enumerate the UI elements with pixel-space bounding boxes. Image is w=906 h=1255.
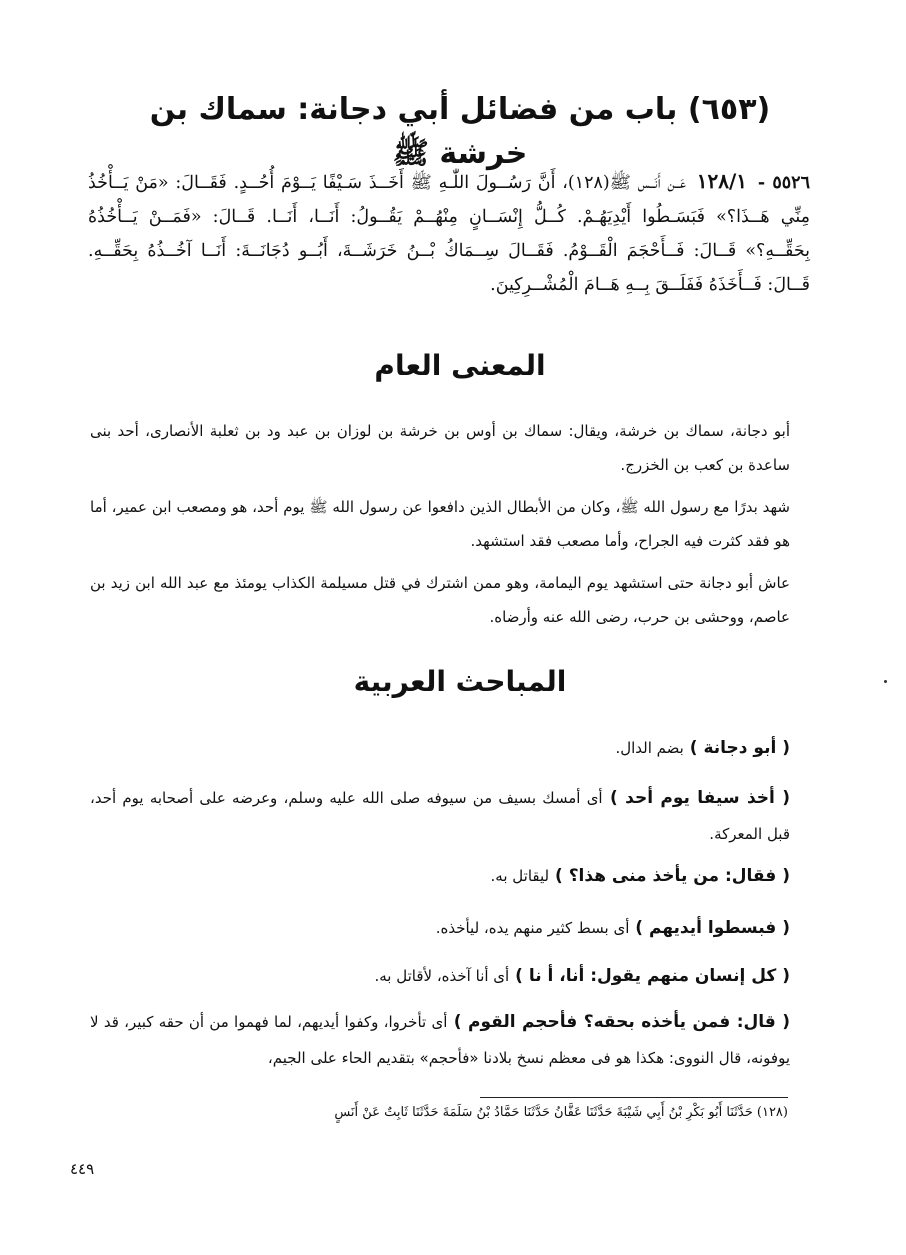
paragraph: عاش أبو دجانة حتى استشهد يوم اليمامة، وهو ممن اشترك في قتل مسيلمة الكذاب يومئذ مع عبد الله ابن زيد بن عاصم، ووحشى بن حرب، رضى الله عنه وأرضاه. [90, 574, 790, 626]
glossary-explanation: أى بسط كثير منهم يده، ليأخذه. [435, 919, 630, 937]
glossary-entry [90, 858, 790, 894]
page-number: ٤٤٩ [70, 1160, 95, 1178]
open-paren: ( [776, 918, 790, 938]
glossary-entry [90, 910, 790, 946]
open-paren: ( [776, 966, 790, 986]
glossary-term: فقال: من يأخذ منى هذا؟ [568, 866, 777, 886]
glossary-explanation: ليقاتل به. [490, 867, 550, 885]
glossary-explanation: أى أمسك بسيف من سيوفه صلى الله عليه وسلم، وعرضه على أصحابه يوم أحد، قبل المعركة. [90, 789, 790, 843]
glossary-entry [90, 730, 790, 766]
glossary-term: فبسطوا أيديهم [648, 918, 777, 938]
glossary-term: أخذ سيفا يوم أحد [625, 788, 775, 808]
close-paren: ) [509, 966, 529, 986]
close-paren: ) [629, 918, 649, 938]
open-paren: ( [775, 1012, 791, 1032]
paragraph: أبو دجانة، سماك بن خرشة، ويقال: سماك بن أوس بن خرشة بن لوزان بن عبد ود بن ثعلبة الأنصارى، أحد بنى ساعدة بن كعب بن الخزرج. [90, 422, 790, 474]
chapter-title: (٦٥٣) باب من فضائل أبي دجانة: سماك بن خرشة ﷺ [149, 92, 771, 171]
scan-speck [884, 680, 887, 683]
section-heading-general-meaning: المعنى العام [374, 349, 546, 382]
hadith-number: ٥٥٢٦ - [757, 173, 810, 193]
section-heading-arabic-discussions: المباحث العربية [353, 665, 567, 698]
close-paren: ) [549, 866, 569, 886]
open-paren: ( [776, 866, 790, 886]
glossary-term: قال: فمن يأخذه بحقه؟ فأحجم القوم [467, 1012, 776, 1032]
glossary-entry [90, 958, 790, 994]
glossary-term: كل إنسان منهم يقول: أنا، أ نا [528, 966, 777, 986]
footnote-divider [480, 1097, 788, 1098]
hadith-body: عَــن أَنَــس ﷺ(١٢٨)، أَنَّ رَسُــولَ اللّٰـهِ ﷺ أَخَــذَ سَـيْفًا يَــوْمَ أُحُــدٍ. فَقَــالَ: «مَنْ يَــأْخُذُ مِنِّي هَــذَا؟» فَبَسَـطُوا أَيْدِيَهُـمْ. كُــلُّ إِنْسَــانٍ مِنْهُــمْ يَقُــولُ: أَنَــا، أَنَــا. قَــالَ: «فَمَــنْ يَــأْخُذُهُ بِحَقِّــهِ؟» قَــالَ: فَــأَحْجَمَ الْقَــوْمُ. فَقَــالَ سِــمَاكُ بْــنُ خَرَشَــةَ، أَبُــو دُجَانَــةَ: أَنَــا آخُــذُهُ بِحَقِّــهِ. قَــالَ: فَــأَخَذَهُ فَفَلَــقَ بِــهِ هَــامَ الْمُشْــرِكِينَ. [88, 173, 810, 295]
open-paren: ( [774, 788, 790, 808]
glossary-term: أبو دجانة [703, 738, 777, 758]
open-paren: ( [776, 738, 790, 758]
close-paren: ) [602, 788, 626, 808]
glossary-entry [90, 1004, 790, 1076]
glossary-entry [90, 780, 790, 852]
paragraph: شهد بدرًا مع رسول الله ﷺ، وكان من الأبطال الذين دافعوا عن رسول الله ﷺ يوم أحد، هو ومصعب ابن عمير، أما هو فقد كثرت فيه الجراح، وأما مصعب فقد استشهد. [90, 498, 790, 550]
hadith-text [88, 164, 810, 302]
close-paren: ) [447, 1012, 468, 1032]
glossary-explanation: أى أنا آخذه، لأقاتل به. [374, 967, 510, 985]
hadith-ref-number: ١٢٨/١ [696, 169, 748, 193]
close-paren: ) [683, 738, 704, 758]
glossary-explanation: بضم الدال. [615, 739, 684, 757]
footnote: (١٢٨) حَدَّثَنَا أَبُو بَكْرِ بْنُ أَبِي شَيْبَةَ حَدَّثَنَا عَفَّانُ حَدَّثَنَا حَمَّادُ بْنُ سَلَمَةَ حَدَّثَنَا ثَابِتٌ عَنْ أَنَسٍ [334, 1105, 788, 1120]
glossary-explanation: أى تأخروا، وكفوا أيديهم، لما فهموا من أن حقه كبير، قد لا يوفونه، قال النووى: هكذا هو فى معظم نسخ بلادنا «فأحجم» بتقديم الحاء على الجيم، [90, 1013, 790, 1067]
